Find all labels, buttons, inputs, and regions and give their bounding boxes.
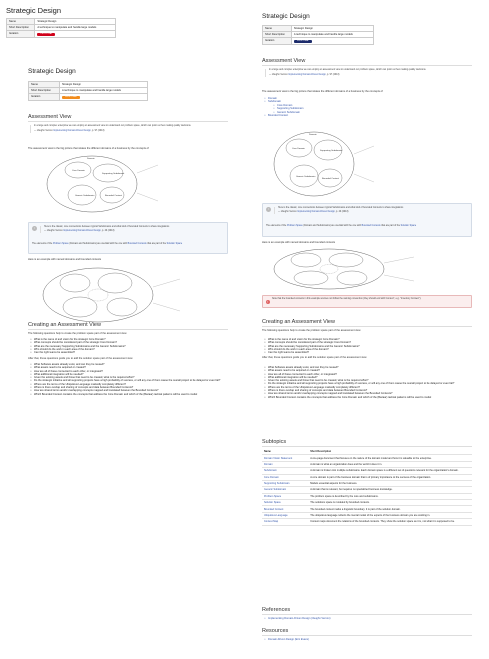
- list-item: • How are shared terms and/or overlapping concepts mapped and translated between the Bounded Contexts?: [264, 392, 469, 395]
- list-item: • What additional integration will be needed?: [30, 373, 225, 376]
- concept-domain-link[interactable]: • Domain: [264, 97, 464, 100]
- desc-value: A technique to manipulate and handle large models: [291, 32, 373, 38]
- list-item: • What are the necessary Supporting Subdomains and the Generic Subdomains?: [30, 345, 225, 348]
- quote-text: In a large and complex enterprise we can employ an assessment view to understand our problem space, which can point us then making quality decisions.: [269, 69, 427, 71]
- diagram-label: Generic Subdomain: [296, 176, 316, 178]
- concept-core-domain-link[interactable]: • Core Domain: [273, 104, 458, 107]
- list-item: • Which Bounded Context contains the concepts that address the Core Domain and which of the (Bazaar) tactical patterns will be used to model: [264, 396, 469, 399]
- list-item: • Who should do the work in each area of the domain?: [30, 348, 225, 351]
- subtopic-desc: A domain is broken into multiple subdomains. Each domain space is a different set of questions relevant for the organization's domain.: [308, 468, 472, 474]
- subtopics-col-name: Name: [262, 449, 308, 455]
- info-elements-text: [266, 225, 469, 228]
- subtopic-link[interactable]: Subdomain: [262, 468, 308, 474]
- info-quote-author: — Vaughn Vernon: [278, 211, 297, 213]
- intro-text: The assessment view is the big picture that relates the different domains of a business by the concepts of: [262, 90, 383, 93]
- mini-desc-label: Short Description: [7, 25, 35, 31]
- subtopic-link[interactable]: Generic Subdomain: [262, 487, 308, 493]
- subtopic-link[interactable]: Supporting Subdomain: [262, 480, 308, 486]
- list-item: • Do the strategic initiative and all supporting projects have a high probability of success, or will any one of them cause the overall project to be delayed or even fail?: [30, 379, 225, 382]
- info-text-b: (Domain and Subdomains) are overlaid with the one with: [303, 225, 362, 227]
- info-text-c: that are part of the: [381, 225, 400, 227]
- diagram-label: Bounded Context: [322, 178, 339, 180]
- subtopic-link[interactable]: Context Map: [262, 519, 308, 525]
- creating-intro2-col1: After that, these questions guide you to add the solution space part of the assessment view: [28, 357, 133, 360]
- diagram-label: Supporting Subdomain: [102, 173, 125, 175]
- subtopics-heading: Subtopics: [262, 439, 287, 445]
- list-item: • Where is there overlap and sharing of concepts and data between Bounded Contexts?: [30, 386, 225, 389]
- subtopic-desc: Models essential aspects for the business.: [308, 480, 472, 486]
- references-list: [264, 617, 469, 620]
- solution-space-link[interactable]: Solution Space: [400, 225, 417, 227]
- info-text-b: (Domain and Subdomains) are overlaid with the one with: [69, 243, 128, 245]
- diagram-label: Core Domain: [72, 170, 85, 172]
- list-item: • What is the name of and vision for the strategic Core Domain?: [264, 338, 469, 341]
- warning-icon: !: [267, 300, 268, 304]
- list-item: • Can the right teams be assembled?: [264, 351, 469, 354]
- bounded-contexts-link[interactable]: Bounded Contexts: [361, 225, 381, 227]
- reference-link[interactable]: • Implementing Domain-Driven Design (Vaughn Vernon): [264, 617, 469, 620]
- desc-label-col1: Short Description: [29, 88, 60, 94]
- subtopic-link[interactable]: Domain: [262, 461, 308, 467]
- warning-note: [262, 295, 472, 308]
- subtopic-desc: The bounded context marks a linguistic boundary. It is part of the solution domain.: [308, 506, 472, 512]
- assessment-diagram: [264, 128, 464, 200]
- name-value: Strategic Design: [291, 26, 373, 32]
- quote-icon: “: [267, 207, 270, 212]
- mini-page-title: Strategic Design: [6, 6, 62, 15]
- name-label-col1: Name: [29, 82, 60, 88]
- list-item: • What additional integration will be needed?: [264, 376, 469, 379]
- resource-link[interactable]: • Domain-Driven Design (Eric Evans): [264, 638, 469, 641]
- concepts2-list: [264, 114, 464, 117]
- mini-version-badge: PROPOSAL: [37, 33, 55, 36]
- info-text-c: that are part of the: [147, 243, 166, 245]
- quote-icon: “: [33, 226, 36, 231]
- list-item: • How are all of these connected to each other, or integrated?: [264, 373, 469, 376]
- diagram-label: Supporting Subdomain: [320, 150, 343, 152]
- list-item: • What is the name of and vision for the strategic Core Domain?: [30, 338, 225, 341]
- creating-intro: The following questions help to create the problem space part of the assessment view: [262, 329, 361, 332]
- subtopic-link[interactable]: Solution Space: [262, 500, 308, 506]
- info-table: [262, 25, 374, 45]
- assessment-diagram-col1: [30, 153, 210, 215]
- list-item: • Which Bounded Context contains the concepts that address the Core Domain and which of the (Bazaar) tactical patterns will be used to model: [30, 393, 225, 396]
- name-value-col1: Strategic Design: [59, 82, 147, 88]
- version-label-col1: Iteration: [29, 94, 60, 101]
- list-item: • Who should do the work in each area of the domain?: [264, 348, 469, 351]
- info-quote-text-col1: Here is the classic, core connections between typical Subdomains and what kind of bounded Contexts to share integrations: [44, 226, 170, 228]
- diagram-label: Domain: [309, 134, 317, 136]
- diagram-label: Bounded Context: [105, 195, 122, 197]
- questions-list: [264, 338, 469, 354]
- subtopic-desc: A domain that is relevant, but requires no specialized business knowledge.: [308, 487, 472, 493]
- info-box-col1: [28, 222, 228, 254]
- desc-value-col1: A technique to manipulate and handle large models: [59, 88, 147, 94]
- creating-heading-col1: Creating an Assessment View: [28, 322, 101, 328]
- info-quote-page-col1: , p. 40 (2013): [100, 230, 115, 232]
- example-text: Here is an example with named domains and bounded contexts: [262, 241, 336, 244]
- quote-col1: [30, 125, 225, 133]
- version-badge-col1: PROPOSAL: [62, 96, 80, 99]
- assessment-heading-col1: Assessment View: [28, 114, 72, 120]
- quote-author: — Vaughn Vernon: [269, 74, 288, 76]
- desc-label: Short Description: [263, 32, 292, 38]
- concept-supporting-link[interactable]: • Supporting Subdomain: [273, 107, 458, 110]
- subtopic-desc: The ubiquitous language reflects the mental model of the experts of the business domain you are working in.: [308, 512, 472, 518]
- list-item: • How are shared terms and/or overlapping concepts mapped and translated between the Bounded Contexts?: [30, 389, 225, 392]
- problem-space-link[interactable]: Problem Space: [286, 225, 303, 227]
- subtopic-desc: A domain is what an organization does and the world it does it in.: [308, 461, 472, 467]
- list-item: • How are all of these connected to each other, or integrated?: [30, 370, 225, 373]
- resources-list: [264, 638, 469, 641]
- table-row: [262, 519, 472, 525]
- diagram-label: Domain: [87, 158, 95, 160]
- note-text: Note that the bounded contexts in this example sources not follow the naming convention (they should end with Context", e.g. "Inventory Context").: [272, 298, 422, 300]
- subtopic-desc: A one-page document that focuses on the nature of the domain model and how it is valuable to the enterprise.: [308, 455, 472, 461]
- bounded-contexts-link[interactable]: Bounded Contexts: [127, 243, 147, 245]
- list-item: • What concepts should be considered part of the strategic Core Domain?: [264, 341, 469, 344]
- diagram-label: Generic Subdomain: [75, 195, 95, 197]
- info-box: [262, 203, 472, 237]
- example-diagram-col1: [30, 265, 230, 325]
- quote-author-col1: — Vaughn Vernon: [34, 130, 53, 132]
- questions2-list: [264, 366, 469, 399]
- subtopic-desc: A core domain is part of the business domain that is of primary importance to the success of the organization.: [308, 474, 472, 480]
- quote-page: , p. 97 (2013): [325, 74, 340, 76]
- list-item: • Do the strategic initiative and all supporting projects have a high probability of success, or will any one of them cause the overall project to be delayed or even fail?: [264, 382, 469, 385]
- list-item: • What Software assets already exist, and can they be reused?: [264, 366, 469, 369]
- creating-intro2: After that, these questions guide you to add the solution space part of the assessment view: [262, 356, 367, 359]
- name-label: Name: [263, 26, 292, 32]
- concept-generic-link[interactable]: • Generic Subdomain: [273, 111, 458, 114]
- list-item: • Where is there overlap and sharing of concepts and data between Bounded Contexts?: [264, 389, 469, 392]
- info-table-col1: [28, 81, 148, 101]
- intro-text-col1: The assessment view is the big picture that relates the different domains of a business by the concepts of: [28, 147, 149, 150]
- subtopic-link[interactable]: Problem Space: [262, 493, 308, 499]
- diagram-label: Core Domain: [292, 148, 305, 150]
- page-title-col1: Strategic Design: [28, 68, 76, 75]
- quote: [265, 69, 470, 77]
- list-item: • What concepts should be considered part of the strategic Core Domain?: [30, 341, 225, 344]
- quote-text-col1: In a large and complex enterprise we can employ an assessment view to understand our problem space, which can point us then making quality decisions.: [34, 125, 192, 127]
- info-quote-text: Here is the classic, core connections between typical Subdomains and what kind of bounded Contexts to share integrations: [278, 207, 404, 209]
- assessment-heading: Assessment View: [262, 58, 306, 64]
- info-text-a: The elements of the: [266, 225, 287, 227]
- info-quote-link-col1[interactable]: Implementing Domain-Driven Design: [63, 230, 101, 232]
- questions-list-col1: [30, 338, 225, 354]
- list-item: • Where are the terms of the Ubiquitous Language markedly completely different?: [264, 386, 469, 389]
- mini-version-label: Iteration: [7, 31, 35, 38]
- subtopic-link[interactable]: Core Domain: [262, 474, 308, 480]
- list-item: • What assets need to be acquired or created?: [30, 366, 225, 369]
- problem-space-link[interactable]: Problem Space: [52, 243, 69, 245]
- subtopics-col-desc: Short Description: [308, 449, 472, 455]
- info-quote-author-col1: — Vaughn Vernon: [44, 230, 63, 232]
- concepts-list: [264, 97, 464, 104]
- info-quote-page: , p. 40 (2013): [334, 211, 349, 213]
- example-text-col1: Here is an example with named domains and bounded contexts: [28, 258, 102, 261]
- list-item: • Given the existing assets and those that need to be created, what is the required effort?: [264, 379, 469, 382]
- subtopic-desc: Context maps document the relations of the bounded contexts. They show the solution space as it is, not what it is supposed to be.: [308, 519, 472, 525]
- creating-heading: Creating an Assessment View: [262, 319, 335, 325]
- subtopic-link[interactable]: Domain Vision Statement: [262, 455, 308, 461]
- list-item: • What Software assets already exist, and can they be reused?: [30, 363, 225, 366]
- example-diagram: [264, 247, 469, 292]
- info-quote-link[interactable]: Implementing Domain-Driven Design: [297, 211, 335, 213]
- quote-page-col1: , p. 97 (2013): [90, 130, 105, 132]
- mini-info-table: [6, 18, 116, 38]
- version-badge: PROPOSAL: [294, 40, 312, 43]
- list-item: • Where are the terms of the Ubiquitous Language markedly completely different?: [30, 383, 225, 386]
- info-elements-text-col1: [32, 243, 225, 246]
- subtopics-table: [262, 449, 472, 526]
- list-item: • What assets need to be acquired or created?: [264, 369, 469, 372]
- list-item: • What are the necessary Supporting Subdomains and the Generic Subdomains?: [264, 345, 469, 348]
- references-heading: References: [262, 607, 291, 613]
- quote-source-link-col1[interactable]: Implementing Domain-Driven Design: [53, 130, 91, 132]
- mini-name-value: Strategic Design: [35, 19, 116, 25]
- quote-source-link[interactable]: Implementing Domain-Driven Design: [288, 74, 326, 76]
- subtopic-desc: The solutions space is modeled by bounded contexts.: [308, 500, 472, 506]
- resources-heading: Resources: [262, 628, 289, 634]
- subconcepts-list: [268, 104, 458, 114]
- info-text-a: The elements of the: [32, 243, 53, 245]
- subtopic-desc: The problem space is described by the core and subdomains.: [308, 493, 472, 499]
- subtopic-link[interactable]: Bounded Context: [262, 506, 308, 512]
- subtopic-link[interactable]: Ubiquitous Language: [262, 512, 308, 518]
- page-title: Strategic Design: [262, 13, 310, 20]
- mini-name-label: Name: [7, 19, 35, 25]
- solution-space-link[interactable]: Solution Space: [166, 243, 183, 245]
- version-label: Iteration: [263, 38, 292, 45]
- questions2-list-col1: [30, 363, 225, 396]
- list-item: • Can the right teams be assembled?: [30, 351, 225, 354]
- concept-subdomain-link[interactable]: • Subdomain: [264, 100, 464, 103]
- mini-desc-value: A technique to manipulate and handle large models: [35, 25, 116, 31]
- creating-intro-col1: The following questions help to create the problem space part of the assessment view: [28, 332, 127, 335]
- list-item: • Given the existing assets and those that need to be created, what is the required effort?: [30, 376, 225, 379]
- concept-bounded-context-link[interactable]: • Bounded Context: [264, 114, 464, 117]
